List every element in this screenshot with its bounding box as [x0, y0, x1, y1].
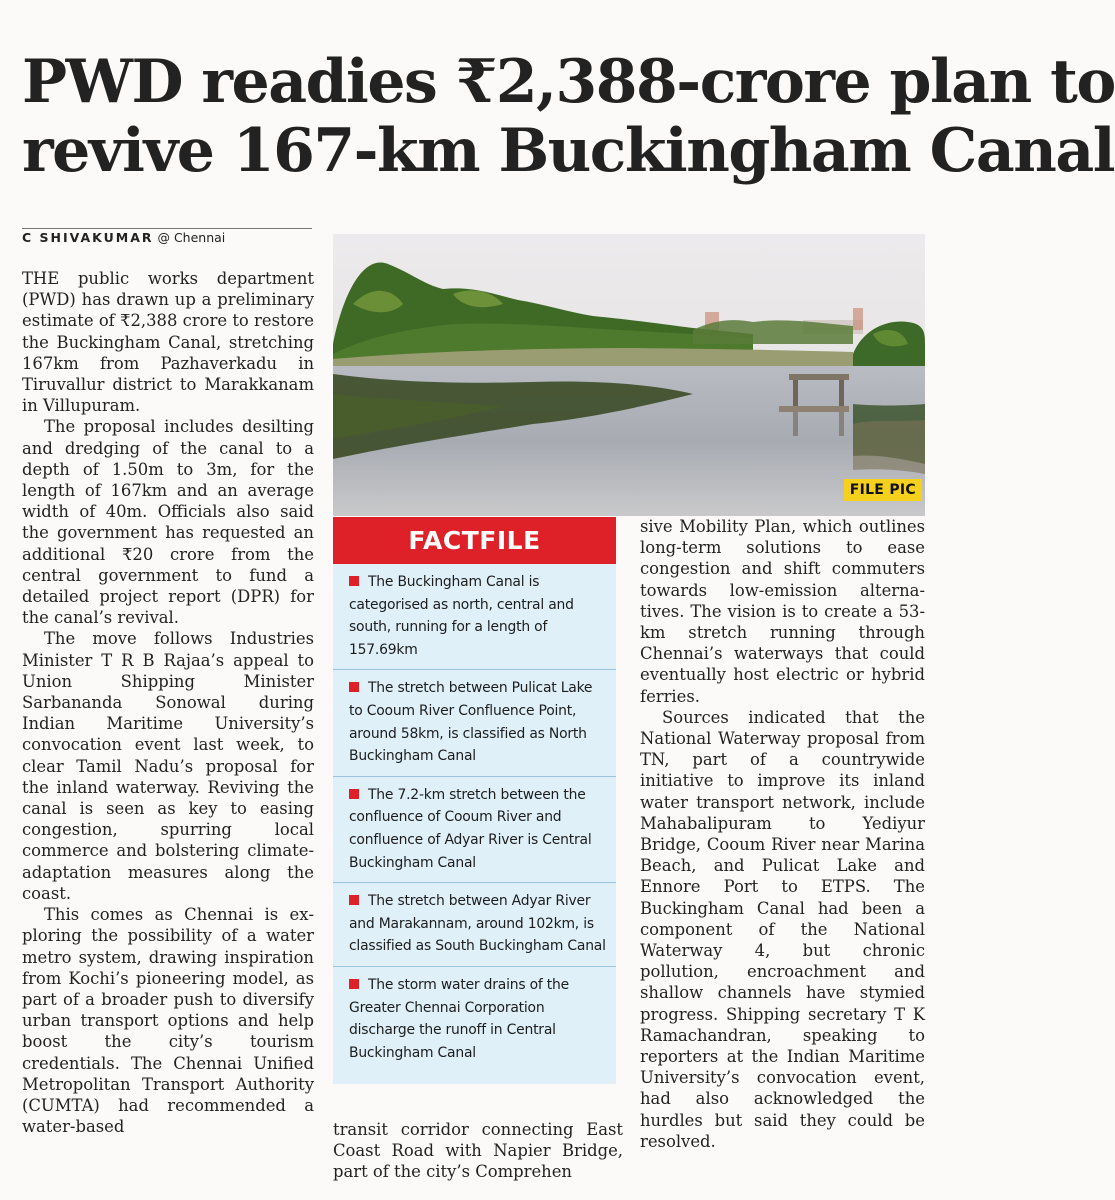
article-paragraph: transit corridor connecting East Coast Road with Napier Bridge, part of the city’s Comprehen	[333, 1120, 623, 1182]
factfile-item	[333, 967, 616, 1072]
article-paragraph: The move follows Industries Minister T R B Rajaa’s appeal to Union Shipping Minister Sarbananda Sonowal during Indian Maritime University’s convocation event last week, to clear Tamil Nadu’s proposal for the inland waterway. Reviving the canal is seen as key to easing congestion, spurring local commerce and bolstering climate-adaptation measures along the coast.	[22, 629, 314, 903]
article-paragraph: The proposal includes desilting and dredging of the canal to a depth of 1.50m to 3m, for the length of 167km and an average width of 40m. Officials also said the government has requested an additional ₹20 crore from the central government to fund a detailed project report (DPR) for the canal’s revival.	[22, 417, 314, 628]
article-paragraph: sive Mobility Plan, which outlines long-term solutions to ease congestion and shift commuters towards low-emission alternatives. The vision is to create a 53-km stretch running through Chennai’s waterways that could eventually host electric or hybrid ferries.	[640, 517, 925, 706]
square-bullet-icon	[349, 789, 359, 799]
factfile-title: FACTFILE	[333, 517, 616, 564]
article-column-2	[333, 1119, 623, 1183]
factfile-item-text: The 7.2-km stretch between the confluence of Cooum River and confluence of Adyar River is Central Buckingham Canal	[349, 786, 592, 871]
headline-line-1: PWD readies ₹2,388-crore plan to	[22, 47, 1115, 117]
headline	[22, 47, 1115, 186]
canal-photo	[333, 234, 925, 516]
article-paragraph: This comes as Chennai is exploring the possibility of a water metro system, drawing inspiration from Kochi’s pioneering model, as part of a broader push to diversify urban transport options and help boost the city’s tourism credentials. The Chennai Unified Metropolitan Transport Authority (CUMTA) had recommended a water-based	[22, 905, 314, 1137]
factfile-item-text: The stretch between Pulicat Lake to Cooum River Confluence Point, around 58km, is classified as North Buckingham Canal	[349, 680, 593, 765]
article-column-1	[22, 268, 314, 1137]
photo-credit-tag: FILE PIC	[844, 479, 922, 501]
square-bullet-icon	[349, 682, 359, 692]
square-bullet-icon	[349, 576, 359, 586]
square-bullet-icon	[349, 895, 359, 905]
headline-line-2: revive 167-km Buckingham Canal	[22, 116, 1115, 186]
byline-location: @ Chennai	[157, 230, 226, 245]
canal-photo-illustration	[333, 234, 925, 516]
article-paragraph: THE public works department (PWD) has drawn up a preliminary estimate of ₹2,388 crore to restore the Buckingham Canal, stretching 167km from Pazhaverkadu in Tiruvallur district to Marakkanam in Villupuram.	[22, 269, 314, 416]
byline-author: C SHIVAKUMAR	[22, 230, 154, 245]
factfile-item	[333, 670, 616, 776]
factfile-item	[333, 883, 616, 967]
factfile-item-text: The storm water drains of the Greater Chennai Corporation discharge the runoff in Central Buckingham Canal	[349, 976, 569, 1061]
square-bullet-icon	[349, 979, 359, 989]
factfile-item-text: The Buckingham Canal is categorised as north, central and south, running for a length of 157.69km	[349, 574, 574, 658]
article-column-3	[640, 516, 925, 1152]
article-paragraph: Sources indicated that the National Waterway proposal from TN, part of a countrywide initiative to improve its inland water transport network, include Mahabalipuram to Yediyur Bridge, Cooum River near Marina Beach, and Pulicat Lake and Ennore Port to ETPS. The Buckingham Canal had been a component of the National Waterway 4, but chronic pollution, encroachment and shallow channels have stymied progress. Shipping secretary T K Ramachandran, speaking to reporters at the Indian Maritime University’s convocation event, had also acknowledged the hurdles but said they could be resolved.	[640, 707, 925, 1151]
byline-divider	[22, 228, 312, 229]
factfile-item-text: The stretch between Adyar River and Marakannam, around 102km, is classified as South Buckingham Canal	[349, 893, 606, 955]
factfile-box	[333, 517, 616, 1084]
byline	[22, 230, 225, 245]
factfile-item	[333, 777, 616, 883]
factfile-item	[333, 564, 616, 670]
